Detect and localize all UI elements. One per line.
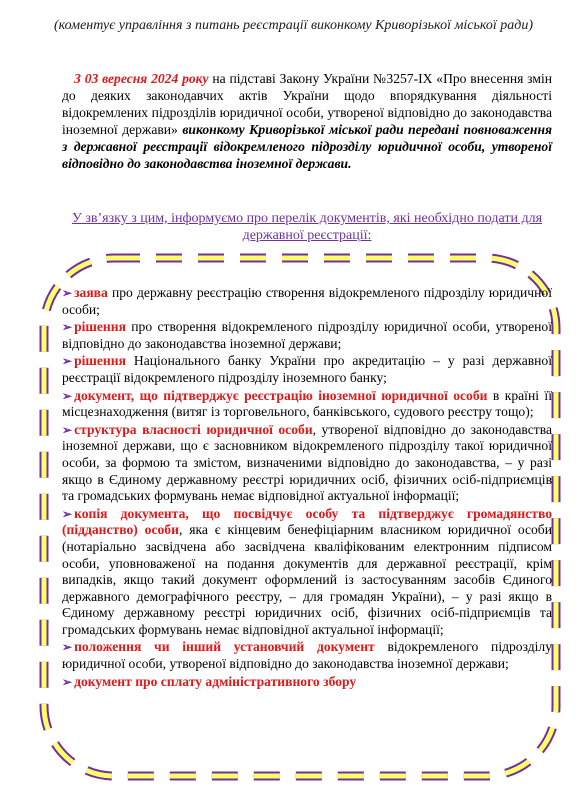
- list-item: [62, 639, 552, 672]
- documents-subheading: У зв’язку з цим, інформуємо про перелік документів, які необхідно подати для державної реєстрації:: [71, 211, 543, 243]
- list-item: [62, 388, 552, 421]
- arrow-bullet-icon: ➢: [62, 286, 73, 300]
- item-keyword: заява: [74, 285, 108, 300]
- documents-list: [62, 285, 552, 691]
- header-note: (коментує управління з питань реєстрації виконкому Криворізької міської ради): [53, 18, 534, 33]
- intro-paragraph: [62, 70, 552, 172]
- item-text: про створення відокремленого підрозділу юридичної особи, утвореної відповідно до законодавства іноземної держави;: [62, 319, 552, 351]
- item-keyword: рішення: [74, 319, 126, 335]
- list-item: [62, 506, 552, 639]
- intro-date: З 03 вересня 2024 року: [74, 71, 209, 86]
- item-keyword: копія документа, що посвідчує особу та підтверджує громадянство (підданство) особи: [62, 505, 552, 538]
- list-item: [62, 674, 552, 691]
- list-item: [62, 422, 552, 505]
- item-text: Національного банку України про акредитацію – у разі державної реєстрації відокремленого підрозділу іноземного банку;: [62, 353, 552, 385]
- arrow-bullet-icon: ➢: [62, 354, 73, 369]
- intro-bold-italic: виконкому Криворізької міської ради переданi повноваження з державної реєстрації відокремленого підрозділу юридичної особи, утвореної відповідно до законодавства іноземної держави.: [62, 122, 552, 171]
- item-keyword: документ про сплату адміністративного збору: [74, 673, 357, 689]
- item-keyword: структура власності юридичної особи: [74, 421, 313, 437]
- arrow-bullet-icon: ➢: [62, 320, 73, 335]
- item-text: , утвореної відповідно до законодавства іноземної держави, що є засновником відокремленого підрозділу такої юридичної особи, за формою та змістом, визначеними відповідно до законодавства, – у разі якщо в Єдиному державному реєстрі юридичних осіб, фізичних осіб-підприємців та громадських формувань немає відповідної актуальної інформації;: [62, 421, 552, 504]
- list-item: [62, 353, 552, 386]
- item-text: в країні її місцезнаходження (витяг із торговельного, банківського, судового реєстру тощо);: [62, 387, 552, 420]
- list-item: [62, 285, 552, 318]
- item-keyword: положення чи інший установчий документ: [74, 639, 375, 655]
- item-text: про державну реєстрацію створення відокремленого підрозділу юридичної особи;: [62, 285, 552, 317]
- arrow-bullet-icon: ➢: [62, 674, 73, 689]
- arrow-bullet-icon: ➢: [62, 422, 73, 437]
- item-keyword: рішення: [74, 353, 126, 369]
- item-text: відокремленого підрозділу юридичної особи, утвореної відповідно до законодавства іноземної держави;: [62, 639, 552, 672]
- arrow-bullet-icon: ➢: [62, 388, 73, 403]
- list-item: [62, 319, 552, 352]
- arrow-bullet-icon: ➢: [62, 506, 73, 521]
- item-text: , яка є кінцевим бенефіціарним власником юридичної особи (нотаріально засвідчена або засвідчена кваліфікованим електронним підписом особи, уповноваженої на подання документів для державної реєстрації, крім випадків, якщо такий документ оформлений із застосуванням засобів Єдиного державного демографічного реєстру, – для громадян України), – у разі якщо в Єдиному державному реєстрі юридичних осіб, фізичних осіб-підприємців та громадських формувань немає відповідної актуальної інформації;: [62, 522, 552, 637]
- arrow-bullet-icon: ➢: [62, 640, 73, 655]
- item-keyword: документ, що підтверджує реєстрацію іноземної юридичної особи: [74, 387, 488, 403]
- intro-text: на підставі Закону України №3257-IX «Про внесення змін до деяких законодавчих актів України щодо впорядкування діяльності відокремлених підрозділів юридичної особи, утвореної відповідно до законодавства іноземної держави»: [62, 71, 553, 137]
